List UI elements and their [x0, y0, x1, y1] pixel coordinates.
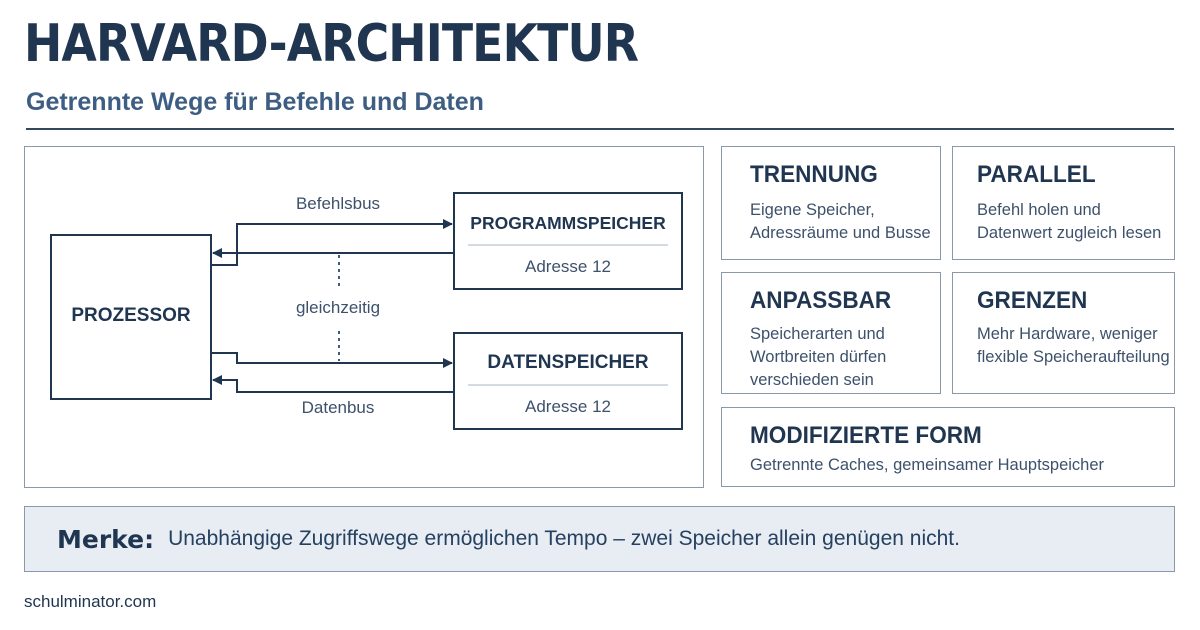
card-title: PARALLEL — [977, 161, 1096, 188]
note-label: Merke: — [57, 524, 155, 554]
card-anpassbar — [721, 272, 941, 394]
card-text: Getrennte Caches, gemeinsamer Hauptspeicher — [750, 456, 1105, 474]
card-text: Eigene Speicher, Adressräume und Busse — [750, 201, 931, 242]
card-title: ANPASSBAR — [750, 287, 892, 314]
card-text: Befehl holen und Datenwert zugleich lesen — [977, 201, 1162, 242]
architecture-diagram — [24, 146, 704, 488]
card-grenzen — [952, 272, 1175, 394]
program-memory-address: Adresse 12 — [525, 257, 611, 276]
processor-label: PROZESSOR — [71, 305, 191, 326]
data-bus-label: Datenbus — [301, 398, 375, 417]
simultaneous-label: gleichzeitig — [295, 298, 381, 317]
note-box — [24, 506, 1175, 572]
card-modifizierte-form — [721, 407, 1175, 487]
footer-source: schulminator.com — [24, 592, 157, 611]
card-trennung — [721, 146, 941, 260]
program-memory-title: PROGRAMMSPEICHER — [470, 213, 666, 233]
divider — [26, 128, 1174, 130]
data-bus-request-arrow — [211, 353, 452, 363]
data-memory-title: DATENSPEICHER — [487, 352, 649, 373]
card-text: Speicherarten und Wortbreiten dürfen verschieden sein — [750, 325, 887, 389]
note-text: Unabhängige Zugriffswege ermöglichen Tempo – zwei Speicher allein genügen nicht. — [168, 527, 960, 550]
instruction-bus-label: Befehlsbus — [295, 194, 381, 213]
card-title: MODIFIZIERTE FORM — [750, 422, 982, 449]
page-subtitle: Getrennte Wege für Befehle und Daten — [26, 88, 484, 116]
card-title: TRENNUNG — [750, 161, 878, 188]
card-title: GRENZEN — [977, 287, 1088, 314]
data-bus-response-arrow — [213, 380, 454, 392]
data-memory-address: Adresse 12 — [525, 397, 611, 416]
card-parallel — [952, 146, 1175, 260]
instruction-bus-request-arrow — [211, 224, 452, 265]
card-text: Mehr Hardware, weniger flexible Speicheraufteilung — [977, 325, 1170, 366]
page-title: HARVARD-ARCHITEKTUR — [24, 14, 639, 74]
